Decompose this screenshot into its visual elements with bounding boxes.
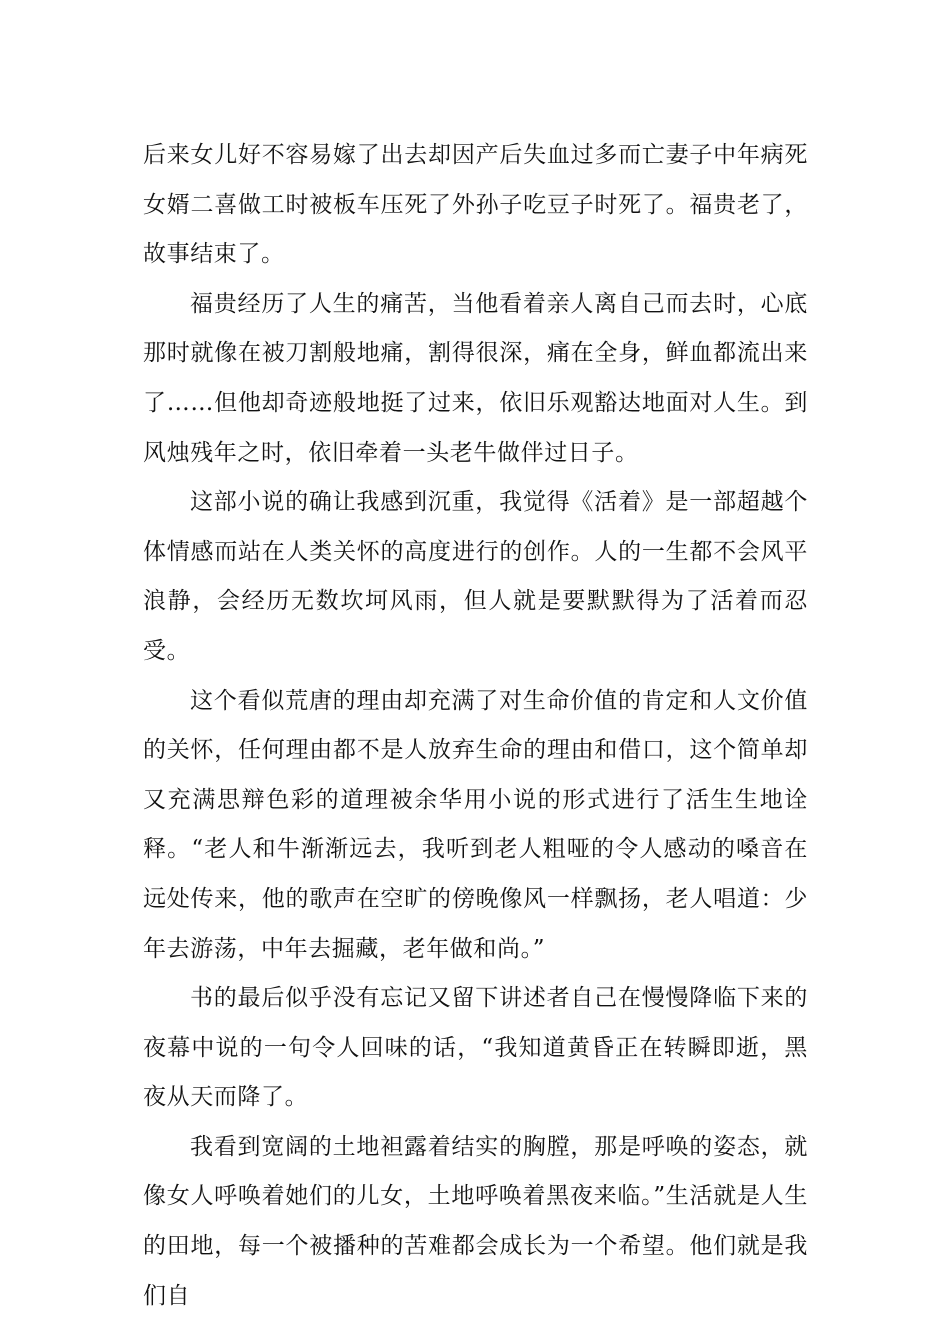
document-body bbox=[143, 131, 808, 1321]
paragraph-1: 后来女儿好不容易嫁了出去却因产后失血过多而亡妻子中年病死女婿二喜做工时被板车压死了外孙子吃豆子时死了。福贵老了，故事结束了。 bbox=[143, 142, 808, 268]
paragraph-6: 我看到宽阔的土地袒露着结实的胸膛，那是呼唤的姿态，就像女人呼唤着她们的儿女，土地呼唤着黑夜来临。”生活就是人生的田地，每一个被播种的苦难都会成长为一个希望。他们就是我们自 bbox=[143, 1133, 808, 1309]
paragraph-4: 这个看似荒唐的理由却充满了对生命价值的肯定和人文价值的关怀，任何理由都不是人放弃生命的理由和借口，这个简单却又充满思辩色彩的道理被余华用小说的形式进行了活生生地诠释。“老人和牛渐渐远去，我听到老人粗哑的令人感动的嗓音在远处传来，他的歌声在空旷的傍晚像风一样飘扬，老人唱道：少年去游荡，中年去掘藏，老年做和尚。” bbox=[143, 687, 808, 962]
paragraph-5: 书的最后似乎没有忘记又留下讲述者自己在慢慢降临下来的夜幕中说的一句令人回味的话，“我知道黄昏正在转瞬即逝，黑夜从天而降了。 bbox=[143, 985, 808, 1111]
paragraph-3: 这部小说的确让我感到沉重，我觉得《活着》是一部超越个体情感而站在人类关怀的高度进行的创作。人的一生都不会风平浪静，会经历无数坎坷风雨，但人就是要默默得为了活着而忍受。 bbox=[143, 489, 808, 664]
paragraph-2: 福贵经历了人生的痛苦，当他看着亲人离自己而去时，心底那时就像在被刀割般地痛，割得很深，痛在全身，鲜血都流出来了……但他却奇迹般地挺了过来，依旧乐观豁达地面对人生。到风烛残年之时，依旧牵着一头老牛做伴过日子。 bbox=[143, 290, 808, 466]
